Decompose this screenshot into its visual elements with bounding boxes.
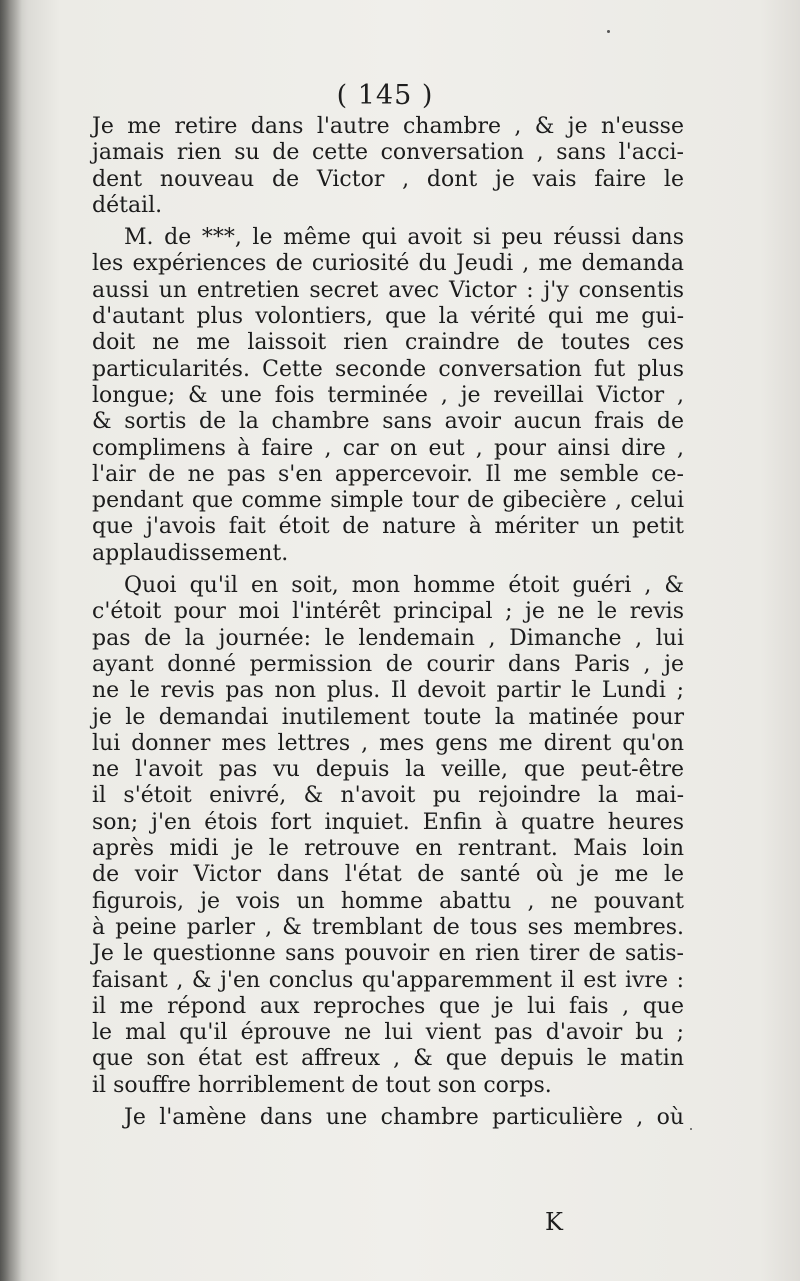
text-line: détail. [92, 192, 163, 218]
paper-speck [690, 1128, 692, 1130]
text-line: ayant donné permission de courir dans Paris , je [92, 651, 684, 677]
text-line: & sortis de la chambre sans avoir aucun frais de [92, 409, 684, 435]
text-line: après midi je le retrouve en rentrant. Mais loin [92, 836, 684, 862]
text-line: doit ne me laissoit rien craindre de toutes ces [92, 330, 684, 356]
text-line: Je l'amène dans une chambre particulière , où [124, 1104, 684, 1130]
text-line: il souffre horriblement de tout son corps. [92, 1072, 552, 1098]
text-line: c'étoit pour moi l'intérêt principal ; je ne le revis [92, 599, 684, 625]
text-line: Je me retire dans l'autre chambre , & je n'eusse [92, 114, 684, 139]
text-line: les expériences de curiosité du Jeudi , me demanda [92, 251, 684, 277]
catchword: K [545, 1208, 563, 1236]
paper-speck [607, 30, 610, 33]
text-line: M. de ***, le même qui avoit si peu réussi dans [124, 225, 684, 251]
paragraph [92, 225, 684, 567]
text-line: que son état est affreux , & que depuis le matin [92, 1046, 684, 1072]
page-number: ( 145 ) [336, 80, 434, 111]
text-line: longue; & une fois terminée , je reveillai Victor , [92, 382, 684, 408]
text-line: il s'étoit enivré, & n'avoit pu rejoindre la mai- [92, 783, 684, 809]
text-line: pendant que comme simple tour de gibecière , celui [92, 488, 684, 514]
paragraph [92, 573, 684, 1099]
text-line: d'autant plus volontiers, que la vérité qui me gui- [92, 304, 684, 330]
text-line: il me répond aux reproches que je lui fais , que [92, 993, 684, 1019]
text-line: son; j'en étois fort inquiet. Enfin à quatre heures [92, 809, 684, 835]
text-line: Quoi qu'il en soit, mon homme étoit guéri , & [124, 573, 684, 599]
text-line: lui donner mes lettres , mes gens me dirent qu'on [92, 730, 684, 756]
text-line: à peine parler , & tremblant de tous ses membres. [92, 914, 684, 940]
binding-gutter-shadow [0, 0, 22, 1281]
text-line: ne le revis pas non plus. Il devoit partir le Lundi ; [92, 678, 684, 704]
text-line: figurois, je vois un homme abattu , ne pouvant [92, 888, 684, 914]
text-line: pas de la journée: le lendemain , Dimanche , lui [92, 625, 684, 651]
text-line: Je le questionne sans pouvoir en rien tirer de satis- [92, 941, 684, 967]
text-line: jamais rien su de cette conversation , sans l'acci- [92, 140, 684, 166]
text-line: de voir Victor dans l'état de santé où je me le [92, 862, 684, 888]
paragraph [92, 1105, 684, 1131]
text-line: faisant , & j'en conclus qu'apparemment il est ivre : [92, 967, 684, 993]
text-line: ne l'avoit pas vu depuis la veille, que peut-être [92, 757, 684, 783]
paragraph [92, 114, 684, 219]
text-line: particularités. Cette seconde conversation fut plus [92, 356, 684, 382]
text-line: applaudissement. [92, 540, 289, 566]
text-line: dent nouveau de Victor , dont je vais faire le [92, 166, 684, 192]
text-line: je le demandai inutilement toute la matinée pour [92, 704, 684, 730]
text-line: le mal qu'il éprouve ne lui vient pas d'avoir bu ; [92, 1020, 684, 1046]
text-line: l'air de ne pas s'en appercevoir. Il me semble ce- [92, 461, 684, 487]
body-text [92, 114, 684, 1131]
text-line: aussi un entretien secret avec Victor : j'y consentis [92, 277, 684, 303]
text-line: complimens à faire , car on eut , pour ainsi dire , [92, 435, 684, 461]
text-line: que j'avois fait étoit de nature à mériter un petit [92, 514, 684, 540]
